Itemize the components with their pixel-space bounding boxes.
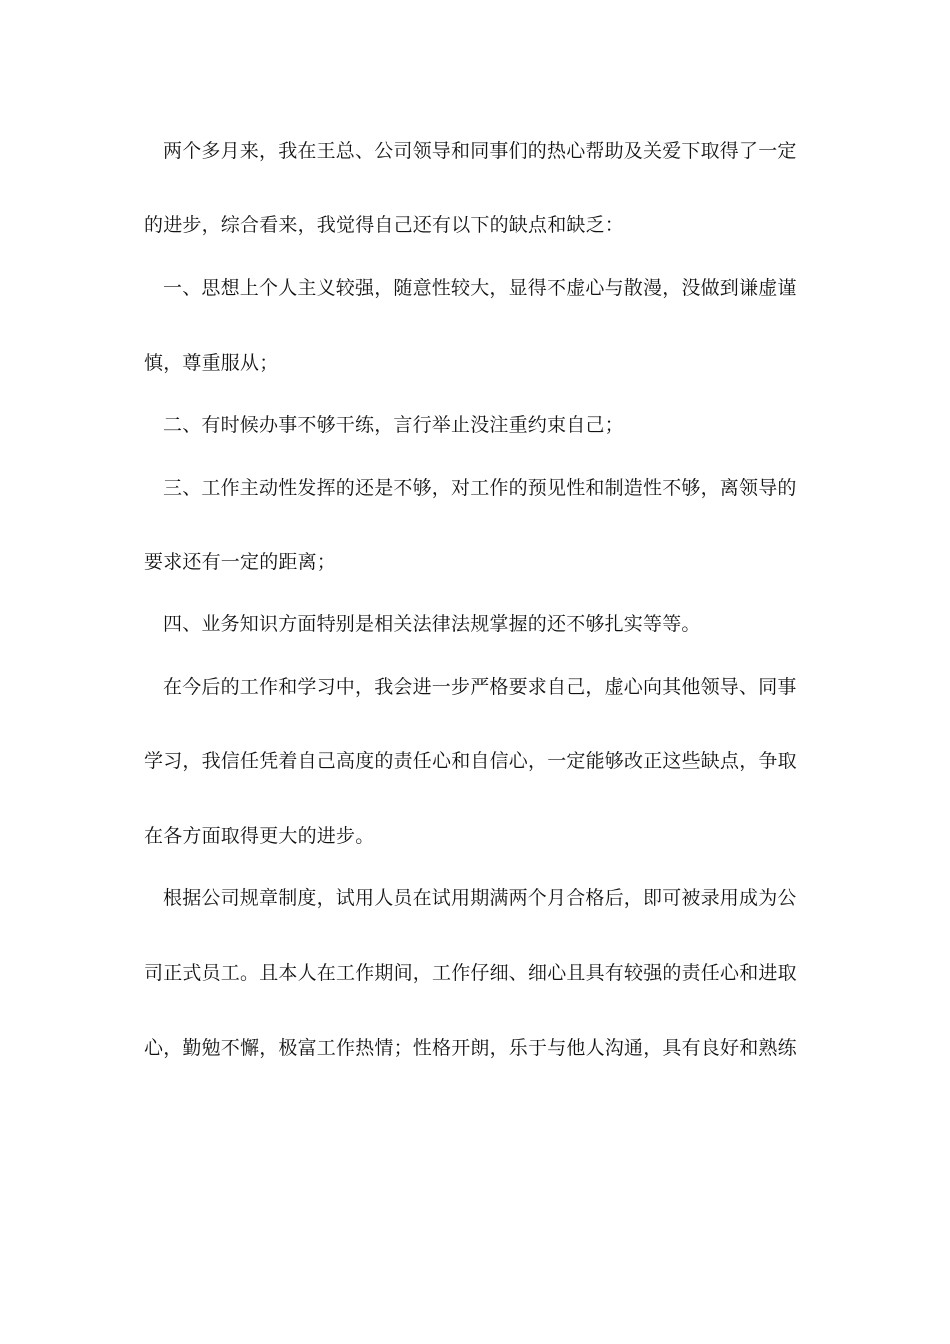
paragraph-line: 在各方面取得更大的进步。 bbox=[144, 825, 375, 847]
paragraph-line: 一、思想上个人主义较强，随意性较大，显得不虚心与散漫，没做到谦虚谨 bbox=[163, 277, 797, 299]
paragraph-line: 心，勤勉不懈，极富工作热情；性格开朗，乐于与他人沟通，具有良好和熟练 bbox=[144, 1037, 797, 1059]
paragraph-line: 司正式员工。且本人在工作期间，工作仔细、细心且具有较强的责任心和进取 bbox=[144, 962, 797, 984]
paragraph-line: 根据公司规章制度，试用人员在试用期满两个月合格后，即可被录用成为公 bbox=[163, 887, 797, 909]
paragraph-line: 学习，我信任凭着自己高度的责任心和自信心，一定能够改正这些缺点，争取 bbox=[144, 750, 797, 772]
paragraph-line: 两个多月来，我在王总、公司领导和同事们的热心帮助及关爱下取得了一定 bbox=[163, 140, 797, 162]
paragraph-line: 四、业务知识方面特别是相关法律法规掌握的还不够扎实等等。 bbox=[163, 613, 701, 635]
paragraph-line: 的进步，综合看来，我觉得自己还有以下的缺点和缺乏： bbox=[144, 214, 625, 236]
paragraph-line: 要求还有一定的距离； bbox=[144, 551, 337, 573]
paragraph-line: 二、有时候办事不够干练，言行举止没注重约束自己； bbox=[163, 414, 624, 436]
paragraph-line: 在今后的工作和学习中，我会进一步严格要求自己，虚心向其他领导、同事 bbox=[163, 676, 797, 698]
paragraph-line: 三、工作主动性发挥的还是不够，对工作的预见性和制造性不够，离领导的 bbox=[163, 477, 797, 499]
paragraph-line: 慎，尊重服从； bbox=[144, 352, 279, 374]
